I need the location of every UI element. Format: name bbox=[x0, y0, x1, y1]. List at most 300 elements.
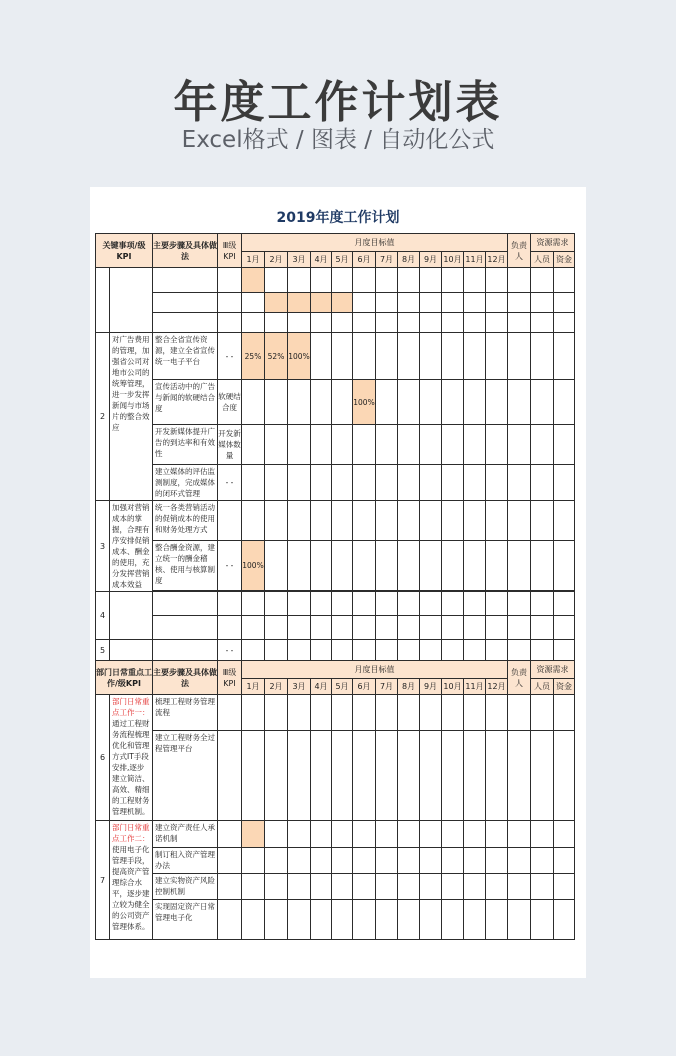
month-cell[interactable] bbox=[376, 695, 398, 731]
month-cell[interactable] bbox=[353, 900, 376, 940]
month-cell[interactable] bbox=[442, 380, 464, 425]
header-key-item[interactable]: 关键事项/级KPI bbox=[96, 234, 153, 268]
month-cell[interactable] bbox=[265, 640, 288, 661]
month-cell[interactable] bbox=[265, 592, 288, 616]
month-cell[interactable] bbox=[311, 501, 332, 541]
month-cell[interactable]: 100% bbox=[242, 541, 265, 591]
month-cell[interactable] bbox=[420, 616, 442, 640]
month-cell[interactable] bbox=[288, 465, 311, 501]
people-cell[interactable] bbox=[531, 333, 554, 380]
month-cell[interactable] bbox=[242, 293, 265, 313]
month-header[interactable]: 12月 bbox=[486, 679, 508, 695]
kpi-cell[interactable] bbox=[218, 821, 242, 848]
header-owner[interactable]: 负责人 bbox=[508, 661, 531, 695]
month-header[interactable]: 10月 bbox=[442, 679, 464, 695]
month-cell[interactable] bbox=[288, 592, 311, 616]
month-cell[interactable] bbox=[486, 293, 508, 313]
key-item-desc[interactable]: 加强对营销成本的掌握，合理有序安排促销成本、酬金的使用，充分发挥营销成本效益 bbox=[110, 501, 153, 592]
month-cell[interactable] bbox=[376, 541, 398, 591]
month-cell[interactable] bbox=[464, 731, 486, 821]
month-cell[interactable] bbox=[353, 616, 376, 640]
month-cell[interactable] bbox=[486, 425, 508, 465]
funds-cell[interactable] bbox=[554, 874, 575, 900]
row-number[interactable]: 7 bbox=[96, 821, 110, 940]
month-header[interactable]: 10月 bbox=[442, 252, 464, 268]
month-cell[interactable] bbox=[311, 874, 332, 900]
month-cell[interactable] bbox=[398, 293, 420, 313]
step-cell[interactable] bbox=[153, 592, 218, 616]
step-cell[interactable]: 建立媒体的评估监测制度，完成媒体的闭环式管理 bbox=[153, 465, 218, 501]
month-cell[interactable] bbox=[242, 425, 265, 465]
kpi-cell[interactable] bbox=[218, 268, 242, 293]
month-cell[interactable] bbox=[242, 848, 265, 874]
step-cell[interactable]: 实现固定资产日常管理电子化 bbox=[153, 900, 218, 940]
month-cell[interactable] bbox=[332, 465, 353, 501]
month-cell[interactable] bbox=[265, 501, 288, 541]
month-cell[interactable] bbox=[332, 900, 353, 940]
kpi-cell[interactable] bbox=[218, 731, 242, 821]
month-cell[interactable] bbox=[398, 616, 420, 640]
month-cell[interactable] bbox=[442, 465, 464, 501]
month-cell[interactable] bbox=[398, 501, 420, 541]
month-cell[interactable] bbox=[242, 313, 265, 333]
month-cell[interactable] bbox=[242, 900, 265, 940]
month-cell[interactable] bbox=[398, 541, 420, 591]
month-cell[interactable] bbox=[376, 900, 398, 940]
key-item-cell[interactable] bbox=[110, 640, 153, 661]
owner-cell[interactable] bbox=[508, 541, 531, 591]
month-cell[interactable] bbox=[420, 465, 442, 501]
month-cell[interactable] bbox=[353, 268, 376, 293]
month-cell[interactable] bbox=[311, 731, 332, 821]
month-cell[interactable] bbox=[288, 425, 311, 465]
month-cell[interactable] bbox=[288, 731, 311, 821]
kpi-cell[interactable] bbox=[218, 293, 242, 313]
people-cell[interactable] bbox=[531, 874, 554, 900]
month-cell[interactable] bbox=[442, 501, 464, 541]
month-header[interactable]: 3月 bbox=[288, 679, 311, 695]
month-cell[interactable] bbox=[464, 821, 486, 848]
owner-cell[interactable] bbox=[508, 592, 531, 616]
month-cell[interactable] bbox=[242, 731, 265, 821]
month-cell[interactable] bbox=[420, 821, 442, 848]
month-cell[interactable] bbox=[464, 640, 486, 661]
month-cell[interactable] bbox=[398, 268, 420, 293]
month-cell[interactable] bbox=[353, 592, 376, 616]
month-cell[interactable] bbox=[353, 695, 376, 731]
month-cell[interactable] bbox=[398, 380, 420, 425]
month-cell[interactable] bbox=[398, 465, 420, 501]
month-header[interactable]: 4月 bbox=[311, 679, 332, 695]
month-cell[interactable] bbox=[265, 695, 288, 731]
kpi-cell[interactable] bbox=[218, 900, 242, 940]
month-cell[interactable] bbox=[332, 293, 353, 313]
month-cell[interactable] bbox=[420, 268, 442, 293]
month-cell[interactable] bbox=[420, 900, 442, 940]
header-resource[interactable]: 资源需求 bbox=[531, 234, 575, 252]
month-cell[interactable] bbox=[420, 501, 442, 541]
month-cell[interactable] bbox=[486, 501, 508, 541]
month-cell[interactable] bbox=[420, 380, 442, 425]
funds-cell[interactable] bbox=[554, 501, 575, 541]
month-cell[interactable] bbox=[288, 501, 311, 541]
step-cell[interactable]: 整合酬金资源，建立统一的酬金稽核、使用与核算制度 bbox=[153, 541, 218, 591]
kpi-cell[interactable]: - - bbox=[218, 541, 242, 591]
month-header[interactable]: 2月 bbox=[265, 252, 288, 268]
month-cell[interactable] bbox=[311, 313, 332, 333]
row-number[interactable]: 3 bbox=[96, 501, 110, 592]
month-cell[interactable] bbox=[442, 695, 464, 731]
month-cell[interactable] bbox=[376, 640, 398, 661]
month-cell[interactable] bbox=[464, 900, 486, 940]
owner-cell[interactable] bbox=[508, 900, 531, 940]
month-cell[interactable] bbox=[420, 592, 442, 616]
month-cell[interactable] bbox=[376, 465, 398, 501]
header-funds[interactable]: 资金 bbox=[554, 252, 575, 268]
month-cell[interactable] bbox=[311, 465, 332, 501]
month-cell[interactable] bbox=[288, 268, 311, 293]
month-cell[interactable] bbox=[332, 541, 353, 591]
funds-cell[interactable] bbox=[554, 821, 575, 848]
key-item-cell[interactable] bbox=[110, 592, 153, 640]
owner-cell[interactable] bbox=[508, 848, 531, 874]
month-cell[interactable] bbox=[353, 821, 376, 848]
people-cell[interactable] bbox=[531, 268, 554, 293]
funds-cell[interactable] bbox=[554, 640, 575, 661]
header-kpi[interactable]: Ⅲ级KPI bbox=[218, 234, 242, 268]
month-cell[interactable] bbox=[376, 268, 398, 293]
step-cell[interactable]: 制订租入资产管理办法 bbox=[153, 848, 218, 874]
month-cell[interactable] bbox=[242, 640, 265, 661]
month-cell[interactable] bbox=[332, 616, 353, 640]
month-cell[interactable] bbox=[398, 695, 420, 731]
month-cell[interactable] bbox=[265, 821, 288, 848]
month-cell[interactable] bbox=[288, 848, 311, 874]
funds-cell[interactable] bbox=[554, 425, 575, 465]
header-resource[interactable]: 资源需求 bbox=[531, 661, 575, 679]
step-cell[interactable]: 开发新媒体提升广告的到达率和有效性 bbox=[153, 425, 218, 465]
month-cell[interactable] bbox=[398, 874, 420, 900]
owner-cell[interactable] bbox=[508, 640, 531, 661]
funds-cell[interactable] bbox=[554, 848, 575, 874]
month-header[interactable]: 7月 bbox=[376, 252, 398, 268]
header-kpi[interactable]: Ⅲ级KPI bbox=[218, 661, 242, 695]
kpi-cell[interactable]: 开发新媒体数量 bbox=[218, 425, 242, 465]
month-cell[interactable] bbox=[376, 313, 398, 333]
month-cell[interactable] bbox=[486, 592, 508, 616]
people-cell[interactable] bbox=[531, 592, 554, 616]
month-cell[interactable] bbox=[486, 874, 508, 900]
funds-cell[interactable] bbox=[554, 313, 575, 333]
people-cell[interactable] bbox=[531, 293, 554, 313]
month-cell[interactable] bbox=[311, 333, 332, 380]
month-cell[interactable] bbox=[486, 900, 508, 940]
people-cell[interactable] bbox=[531, 731, 554, 821]
month-cell[interactable] bbox=[353, 501, 376, 541]
month-cell[interactable] bbox=[464, 848, 486, 874]
month-cell[interactable] bbox=[332, 313, 353, 333]
header-owner[interactable]: 负责人 bbox=[508, 234, 531, 268]
month-cell[interactable] bbox=[332, 874, 353, 900]
key-item-desc[interactable] bbox=[110, 821, 153, 940]
month-cell[interactable] bbox=[398, 313, 420, 333]
month-header[interactable]: 1月 bbox=[242, 679, 265, 695]
month-cell[interactable] bbox=[311, 380, 332, 425]
month-cell[interactable]: 100% bbox=[353, 380, 376, 425]
step-cell[interactable]: 统一各类营销活动的促销成本的使用和财务处理方式 bbox=[153, 501, 218, 541]
people-cell[interactable] bbox=[531, 501, 554, 541]
month-cell[interactable] bbox=[486, 465, 508, 501]
month-cell[interactable] bbox=[311, 695, 332, 731]
month-cell[interactable] bbox=[464, 501, 486, 541]
people-cell[interactable] bbox=[531, 541, 554, 591]
funds-cell[interactable] bbox=[554, 541, 575, 591]
month-cell[interactable] bbox=[442, 874, 464, 900]
month-cell[interactable] bbox=[288, 380, 311, 425]
month-cell[interactable] bbox=[442, 848, 464, 874]
month-cell[interactable] bbox=[420, 333, 442, 380]
month-cell[interactable] bbox=[311, 640, 332, 661]
month-header[interactable]: 11月 bbox=[464, 252, 486, 268]
kpi-cell[interactable]: - - bbox=[218, 640, 242, 661]
month-cell[interactable] bbox=[353, 848, 376, 874]
header-steps[interactable]: 主要步骤及具体做法 bbox=[153, 234, 218, 268]
month-cell[interactable] bbox=[265, 313, 288, 333]
month-cell[interactable] bbox=[242, 616, 265, 640]
owner-cell[interactable] bbox=[508, 425, 531, 465]
month-cell[interactable] bbox=[486, 380, 508, 425]
step-cell[interactable]: 建立实物资产风险控制机制 bbox=[153, 874, 218, 900]
step-cell[interactable]: 宣传活动中的广告与新闻的软硬结合度 bbox=[153, 380, 218, 425]
month-cell[interactable] bbox=[353, 541, 376, 591]
funds-cell[interactable] bbox=[554, 333, 575, 380]
kpi-cell[interactable] bbox=[218, 874, 242, 900]
owner-cell[interactable] bbox=[508, 313, 531, 333]
month-cell[interactable] bbox=[332, 425, 353, 465]
month-header[interactable]: 3月 bbox=[288, 252, 311, 268]
kpi-cell[interactable]: 软硬结合度 bbox=[218, 380, 242, 425]
month-cell[interactable] bbox=[311, 616, 332, 640]
month-cell[interactable] bbox=[420, 848, 442, 874]
month-cell[interactable] bbox=[464, 541, 486, 591]
month-cell[interactable] bbox=[420, 731, 442, 821]
month-header[interactable]: 8月 bbox=[398, 679, 420, 695]
month-cell[interactable] bbox=[242, 465, 265, 501]
step-cell[interactable]: 梳理工程财务管理流程 bbox=[153, 695, 218, 731]
month-cell[interactable] bbox=[442, 640, 464, 661]
month-cell[interactable] bbox=[486, 695, 508, 731]
month-cell[interactable] bbox=[376, 731, 398, 821]
kpi-cell[interactable] bbox=[218, 501, 242, 541]
owner-cell[interactable] bbox=[508, 380, 531, 425]
month-cell[interactable] bbox=[398, 848, 420, 874]
month-cell[interactable] bbox=[311, 821, 332, 848]
funds-cell[interactable] bbox=[554, 268, 575, 293]
month-cell[interactable] bbox=[464, 616, 486, 640]
month-cell[interactable]: 100% bbox=[288, 333, 311, 380]
month-cell[interactable] bbox=[376, 592, 398, 616]
key-item-cell[interactable] bbox=[110, 268, 153, 333]
month-cell[interactable] bbox=[265, 293, 288, 313]
funds-cell[interactable] bbox=[554, 900, 575, 940]
month-cell[interactable] bbox=[242, 821, 265, 848]
month-cell[interactable] bbox=[242, 268, 265, 293]
funds-cell[interactable] bbox=[554, 592, 575, 616]
month-cell[interactable] bbox=[464, 874, 486, 900]
step-cell[interactable]: 建立工程财务全过程管理平台 bbox=[153, 731, 218, 821]
month-header[interactable]: 7月 bbox=[376, 679, 398, 695]
month-cell[interactable] bbox=[288, 821, 311, 848]
month-cell[interactable] bbox=[376, 821, 398, 848]
month-header[interactable]: 1月 bbox=[242, 252, 265, 268]
month-cell[interactable] bbox=[376, 380, 398, 425]
row-number[interactable]: 5 bbox=[96, 640, 110, 661]
month-header[interactable]: 6月 bbox=[353, 679, 376, 695]
month-header[interactable]: 5月 bbox=[332, 679, 353, 695]
month-cell[interactable] bbox=[420, 293, 442, 313]
month-cell[interactable] bbox=[420, 541, 442, 591]
header-people[interactable]: 人员 bbox=[531, 252, 554, 268]
people-cell[interactable] bbox=[531, 425, 554, 465]
month-cell[interactable] bbox=[398, 821, 420, 848]
month-cell[interactable] bbox=[353, 465, 376, 501]
people-cell[interactable] bbox=[531, 313, 554, 333]
month-cell[interactable] bbox=[464, 293, 486, 313]
month-cell[interactable] bbox=[288, 900, 311, 940]
month-cell[interactable] bbox=[376, 848, 398, 874]
kpi-cell[interactable] bbox=[218, 313, 242, 333]
month-header[interactable]: 12月 bbox=[486, 252, 508, 268]
kpi-cell[interactable]: - - bbox=[218, 333, 242, 380]
month-cell[interactable] bbox=[332, 848, 353, 874]
row-number[interactable]: 6 bbox=[96, 695, 110, 821]
month-cell[interactable] bbox=[288, 874, 311, 900]
month-cell[interactable] bbox=[353, 731, 376, 821]
month-cell[interactable] bbox=[442, 425, 464, 465]
month-cell[interactable] bbox=[464, 592, 486, 616]
month-cell[interactable] bbox=[464, 465, 486, 501]
step-cell[interactable]: 整合全省宣传资源，建立全省宣传统一电子平台 bbox=[153, 333, 218, 380]
month-cell[interactable] bbox=[376, 874, 398, 900]
month-cell[interactable] bbox=[442, 333, 464, 380]
month-cell[interactable] bbox=[486, 333, 508, 380]
month-cell[interactable] bbox=[288, 695, 311, 731]
month-cell[interactable] bbox=[242, 380, 265, 425]
month-header[interactable]: 6月 bbox=[353, 252, 376, 268]
month-cell[interactable] bbox=[332, 731, 353, 821]
month-cell[interactable] bbox=[311, 592, 332, 616]
month-cell[interactable] bbox=[398, 592, 420, 616]
month-cell[interactable] bbox=[265, 425, 288, 465]
month-cell[interactable] bbox=[420, 313, 442, 333]
month-header[interactable]: 4月 bbox=[311, 252, 332, 268]
month-cell[interactable] bbox=[442, 268, 464, 293]
month-cell[interactable] bbox=[332, 640, 353, 661]
month-cell[interactable] bbox=[420, 874, 442, 900]
owner-cell[interactable] bbox=[508, 501, 531, 541]
month-cell[interactable] bbox=[288, 313, 311, 333]
month-cell[interactable] bbox=[398, 640, 420, 661]
people-cell[interactable] bbox=[531, 616, 554, 640]
month-cell[interactable] bbox=[288, 293, 311, 313]
month-cell[interactable] bbox=[311, 293, 332, 313]
month-header[interactable]: 8月 bbox=[398, 252, 420, 268]
month-cell[interactable] bbox=[353, 333, 376, 380]
row-number[interactable]: 4 bbox=[96, 592, 110, 640]
month-cell[interactable] bbox=[486, 848, 508, 874]
header-steps[interactable]: 主要步骤及具体做法 bbox=[153, 661, 218, 695]
month-cell[interactable] bbox=[242, 695, 265, 731]
kpi-cell[interactable]: - - bbox=[218, 465, 242, 501]
step-cell[interactable] bbox=[153, 313, 218, 333]
month-cell[interactable] bbox=[265, 874, 288, 900]
funds-cell[interactable] bbox=[554, 616, 575, 640]
owner-cell[interactable] bbox=[508, 268, 531, 293]
owner-cell[interactable] bbox=[508, 821, 531, 848]
month-cell[interactable] bbox=[398, 333, 420, 380]
month-cell[interactable] bbox=[442, 293, 464, 313]
month-cell[interactable] bbox=[311, 848, 332, 874]
month-cell[interactable] bbox=[376, 425, 398, 465]
month-cell[interactable] bbox=[376, 501, 398, 541]
month-cell[interactable]: 25% bbox=[242, 333, 265, 380]
month-cell[interactable] bbox=[442, 900, 464, 940]
month-cell[interactable] bbox=[353, 874, 376, 900]
month-cell[interactable] bbox=[486, 821, 508, 848]
month-cell[interactable] bbox=[486, 268, 508, 293]
key-item-desc[interactable]: 对广告费用的管理，加强省公司对地市公司的统筹管理，进一步发挥新闻与市场片的整合效应 bbox=[110, 333, 153, 501]
month-cell[interactable] bbox=[442, 592, 464, 616]
month-cell[interactable] bbox=[464, 425, 486, 465]
step-cell[interactable] bbox=[153, 268, 218, 293]
month-header[interactable]: 9月 bbox=[420, 252, 442, 268]
kpi-cell[interactable] bbox=[218, 592, 242, 616]
step-cell[interactable] bbox=[153, 616, 218, 640]
month-cell[interactable] bbox=[420, 640, 442, 661]
month-cell[interactable] bbox=[442, 313, 464, 333]
month-cell[interactable] bbox=[288, 541, 311, 591]
month-cell[interactable] bbox=[442, 541, 464, 591]
month-header[interactable]: 11月 bbox=[464, 679, 486, 695]
month-cell[interactable] bbox=[265, 848, 288, 874]
funds-cell[interactable] bbox=[554, 465, 575, 501]
month-cell[interactable] bbox=[464, 380, 486, 425]
kpi-cell[interactable] bbox=[218, 695, 242, 731]
month-cell[interactable] bbox=[265, 900, 288, 940]
header-people[interactable]: 人员 bbox=[531, 679, 554, 695]
month-cell[interactable] bbox=[311, 541, 332, 591]
people-cell[interactable] bbox=[531, 695, 554, 731]
month-cell[interactable] bbox=[242, 501, 265, 541]
people-cell[interactable] bbox=[531, 640, 554, 661]
funds-cell[interactable] bbox=[554, 380, 575, 425]
header-monthly-target[interactable]: 月度目标值 bbox=[242, 234, 508, 252]
month-cell[interactable] bbox=[265, 541, 288, 591]
month-header[interactable]: 9月 bbox=[420, 679, 442, 695]
month-cell[interactable] bbox=[265, 380, 288, 425]
month-cell[interactable] bbox=[332, 380, 353, 425]
month-cell[interactable] bbox=[420, 425, 442, 465]
month-cell[interactable] bbox=[464, 333, 486, 380]
funds-cell[interactable] bbox=[554, 293, 575, 313]
month-cell[interactable] bbox=[332, 695, 353, 731]
owner-cell[interactable] bbox=[508, 465, 531, 501]
people-cell[interactable] bbox=[531, 380, 554, 425]
month-cell[interactable] bbox=[486, 640, 508, 661]
owner-cell[interactable] bbox=[508, 695, 531, 731]
month-cell[interactable] bbox=[442, 616, 464, 640]
month-cell[interactable] bbox=[486, 541, 508, 591]
